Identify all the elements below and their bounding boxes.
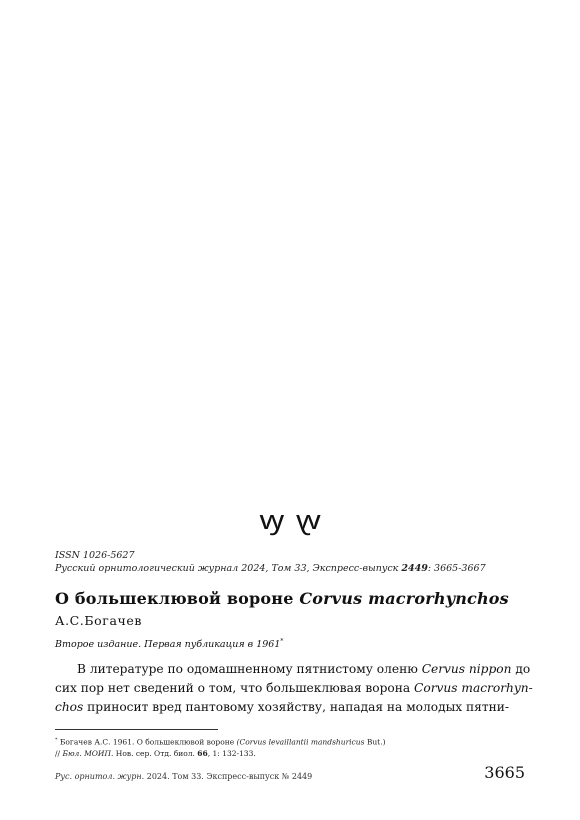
footnote-1: [55, 735, 386, 748]
edition-note: [55, 635, 283, 651]
footer-journal-abbr: Рус. орнитол. журн.: [55, 772, 145, 781]
edition-text: Второе издание. Первая публикация в 1961: [55, 639, 281, 651]
body-line-1-pre: В литературе по одомашненному пятнистому оленю: [77, 662, 422, 676]
footnote-2-series: Нов. сер. Отд. биол.: [113, 748, 198, 758]
footnote-1-marker: *: [55, 737, 58, 743]
footnote-2-volume: 66: [197, 748, 208, 758]
page-number: 3665: [484, 763, 525, 782]
footnote-1-post: But.): [364, 737, 386, 747]
footnote-1-latin: (Corvus levaillantii mandshuricus: [236, 737, 365, 747]
body-line-3: [55, 698, 525, 717]
body-line-1-latin: Cervus nippon: [421, 662, 512, 676]
issn: ISSN 1026-5627: [55, 550, 135, 561]
edition-footnote-marker: *: [280, 638, 284, 645]
issue-number: 2449: [401, 563, 428, 574]
body-line-3-post: приносит вред пантовому хозяйству, нападая на молодых пятни-: [83, 700, 509, 714]
title-latin: Corvus macrorhynchos: [299, 589, 509, 608]
body-line-2-latin: Corvus macrorhyn-: [414, 681, 533, 695]
article-title: [55, 589, 509, 609]
footnote-1-pre: Богачев А.С. 1961. О большеклювой вороне: [57, 737, 237, 747]
running-footer: [55, 771, 312, 782]
ornament-right-icon: ꝡ: [293, 506, 321, 536]
journal-header: [55, 549, 486, 575]
body-line-3-latin: chos: [55, 700, 84, 714]
ornament-divider: [0, 506, 580, 536]
footnote-2-marker: //: [55, 748, 61, 758]
author: А.С.Богачев: [55, 613, 142, 628]
body-line-1: [55, 660, 531, 679]
ornament-left-icon: ꝡ: [259, 506, 287, 536]
body-line-2-pre: сих пор нет сведений о том, что большеклювая ворона: [55, 681, 415, 695]
footnote-2-journal: Бюл. МОИП.: [60, 748, 114, 758]
footnotes: [55, 735, 386, 759]
footnote-2-pages: , 1: 132-133.: [207, 748, 256, 758]
body-line-1-post: до: [511, 662, 531, 676]
journal-pages: : 3665-3667: [427, 563, 486, 574]
body-line-2: [55, 679, 533, 698]
footnote-divider: [55, 729, 218, 730]
title-ru: О большеклювой вороне: [55, 589, 300, 608]
article-body: [55, 660, 533, 717]
journal-citation: [55, 562, 486, 575]
footer-details: 2024. Том 33. Экспресс-выпуск № 2449: [144, 772, 313, 781]
footnote-2: [55, 748, 386, 759]
journal-line-pre: Русский орнитологический журнал 2024, Том 33, Экспресс-выпуск: [55, 563, 402, 574]
